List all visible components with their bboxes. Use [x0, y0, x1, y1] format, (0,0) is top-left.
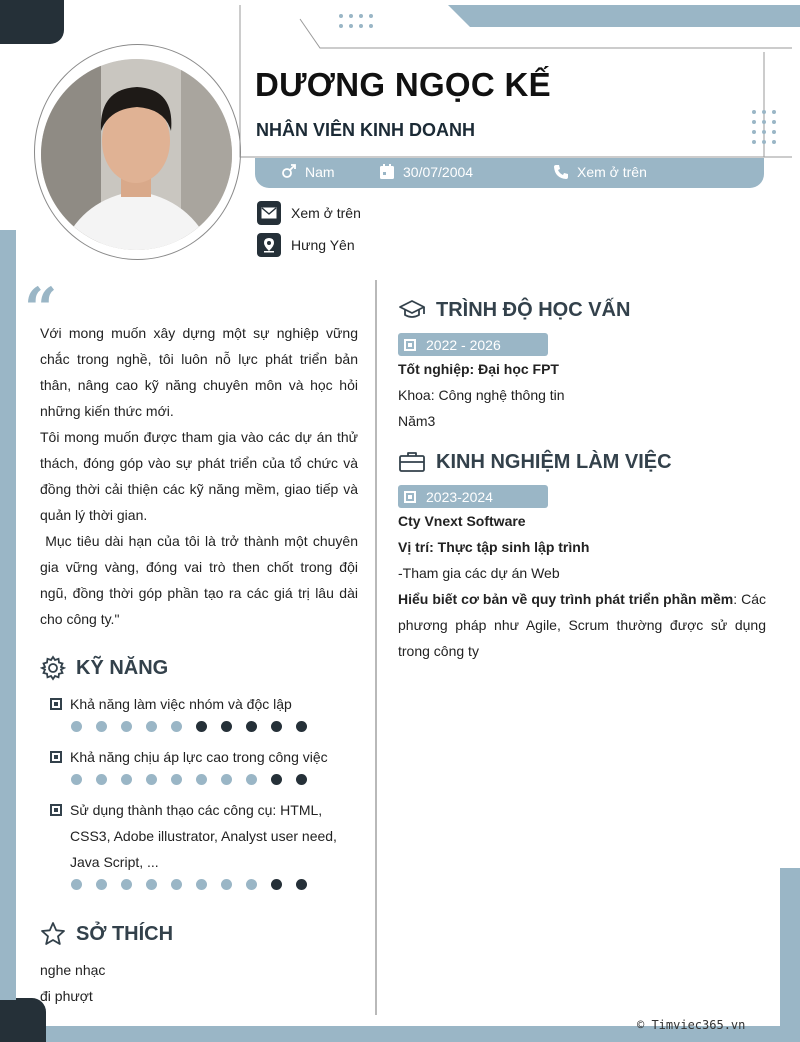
- skill-item: [50, 744, 360, 785]
- rating-dot-filled: [121, 774, 132, 785]
- objective-paragraph: Với mong muốn xây dựng một sự nghiệp vững chắc trong nghề, tôi luôn nỗ lực phát triển bản thân, nâng cao kỹ năng chuyên môn và học hỏi những kiến thức mới.: [40, 325, 358, 419]
- star-icon: [40, 921, 66, 947]
- career-objective: [40, 320, 362, 632]
- skill-item: [50, 691, 360, 732]
- period-bullet-icon: [404, 491, 416, 503]
- rating-dot-filled: [146, 774, 157, 785]
- rating-dot-empty: [296, 774, 307, 785]
- experience-title: KINH NGHIỆM LÀM VIỆC: [436, 450, 672, 473]
- rating-dot-filled: [196, 774, 207, 785]
- education-heading: [398, 298, 630, 322]
- rating-dot-empty: [196, 721, 207, 732]
- experience-position: Vị trí: Thực tập sinh lập trình: [398, 539, 590, 555]
- skill-rating: [71, 879, 360, 890]
- skill-label: Khả năng chịu áp lực cao trong công việc: [70, 749, 328, 765]
- experience-details: [398, 508, 766, 664]
- experience-heading: [398, 450, 672, 474]
- rating-dot-filled: [96, 879, 107, 890]
- corner-decoration-bottom-left: [0, 998, 46, 1042]
- gender-info: [281, 164, 335, 180]
- rating-dot-empty: [246, 721, 257, 732]
- left-accent-strip: [0, 230, 16, 1000]
- education-details: [398, 356, 766, 434]
- rating-dot-filled: [121, 879, 132, 890]
- dot-pattern-top: [339, 14, 373, 28]
- rating-dot-filled: [71, 879, 82, 890]
- rating-dot-empty: [221, 721, 232, 732]
- hobby-item: nghe nhạc: [40, 962, 106, 978]
- rating-dot-filled: [171, 721, 182, 732]
- rating-dot-empty: [271, 774, 282, 785]
- rating-dot-filled: [221, 879, 232, 890]
- watermark: © Timviec365.vn: [637, 1018, 746, 1032]
- calendar-icon: [379, 164, 395, 180]
- skill-rating: [71, 721, 360, 732]
- email-value: Xem ở trên: [291, 205, 361, 221]
- email-contact: [257, 201, 361, 225]
- gender-value: Nam: [305, 164, 335, 180]
- education-period: 2022 - 2026: [426, 336, 501, 353]
- phone-value: Xem ở trên: [577, 164, 647, 180]
- skill-label: Sử dụng thành thạo các công cụ: HTML, CSS3, Adobe illustrator, Analyst user need, Java Script, ...: [70, 802, 337, 870]
- rating-dot-filled: [221, 774, 232, 785]
- rating-dot-empty: [271, 721, 282, 732]
- rating-dot-empty: [296, 721, 307, 732]
- column-divider: [375, 280, 377, 1015]
- skills-heading: [40, 655, 168, 681]
- phone-info: [553, 164, 647, 180]
- objective-paragraph: Mục tiêu dài hạn của tôi là trở thành một chuyên gia vững vàng, đóng vai trò then chốt trong đội ngũ, đồng thời góp phần tạo ra các giá trị lâu dài cho công ty.": [40, 533, 362, 627]
- period-bullet-icon: [404, 339, 416, 351]
- rating-dot-filled: [146, 721, 157, 732]
- skills-title: KỸ NĂNG: [76, 656, 169, 679]
- phone-icon: [553, 164, 569, 180]
- dot-pattern-right: [752, 110, 776, 144]
- rating-dot-filled: [146, 879, 157, 890]
- rating-dot-filled: [171, 879, 182, 890]
- address-contact: [257, 233, 355, 257]
- candidate-name: DƯƠNG NGỌC KẾ: [255, 66, 551, 103]
- right-accent-strip: [780, 868, 800, 1028]
- education-degree: Tốt nghiệp: Đại học FPT: [398, 361, 559, 377]
- education-title: TRÌNH ĐỘ HỌC VẤN: [436, 298, 631, 321]
- quote-icon: “: [24, 275, 58, 343]
- email-icon: [257, 201, 281, 225]
- objective-paragraph: Tôi mong muốn được tham gia vào các dự án thử thách, đóng góp vào sự phát triển của tổ chức và đồng thời cải thiện các kỹ năng mềm, giao tiếp và quản lý thời gian.: [40, 429, 358, 523]
- knowledge-text: : Các phương pháp như Agile, Scrum thường được sử dụng trong công ty: [398, 591, 766, 659]
- rating-dot-filled: [96, 774, 107, 785]
- location-pin-icon: [257, 233, 281, 257]
- graduation-cap-icon: [398, 298, 426, 322]
- birthdate-value: 30/07/2004: [403, 164, 474, 180]
- skill-bullet-icon: [50, 804, 62, 816]
- skill-label: Khả năng làm việc nhóm và độc lập: [70, 696, 292, 712]
- education-faculty: Khoa: Công nghệ thông tin: [398, 387, 565, 403]
- hobbies-title: SỞ THÍCH: [76, 922, 174, 945]
- rating-dot-empty: [271, 879, 282, 890]
- experience-company: Cty Vnext Software: [398, 513, 526, 529]
- skill-rating: [71, 774, 360, 785]
- rating-dot-empty: [296, 879, 307, 890]
- job-title: NHÂN VIÊN KINH DOANH: [256, 120, 476, 140]
- hobbies-heading: [40, 921, 173, 947]
- rating-dot-filled: [71, 774, 82, 785]
- gender-icon: [281, 164, 297, 180]
- info-bar: [255, 158, 764, 188]
- avatar: [41, 59, 232, 250]
- rating-dot-filled: [196, 879, 207, 890]
- experience-period-badge: [398, 485, 548, 508]
- address-value: Hưng Yên: [291, 237, 355, 253]
- rating-dot-filled: [246, 774, 257, 785]
- skill-item: [50, 797, 360, 890]
- briefcase-icon: [398, 450, 426, 474]
- rating-dot-filled: [246, 879, 257, 890]
- education-year: Năm3: [398, 413, 436, 429]
- experience-task: -Tham gia các dự án Web: [398, 565, 560, 581]
- rating-dot-filled: [171, 774, 182, 785]
- hobby-item: đi phượt: [40, 988, 93, 1004]
- education-period-badge: [398, 333, 548, 356]
- knowledge-label: Hiểu biết cơ bản về quy trình phát triển phần mềm: [398, 591, 734, 607]
- experience-period: 2023-2024: [426, 488, 493, 505]
- rating-dot-filled: [71, 721, 82, 732]
- rating-dot-filled: [96, 721, 107, 732]
- birthdate-info: [379, 164, 473, 180]
- skill-bullet-icon: [50, 698, 62, 710]
- skill-bullet-icon: [50, 751, 62, 763]
- rating-dot-filled: [121, 721, 132, 732]
- experience-knowledge: [398, 586, 766, 664]
- gear-icon: [40, 655, 66, 681]
